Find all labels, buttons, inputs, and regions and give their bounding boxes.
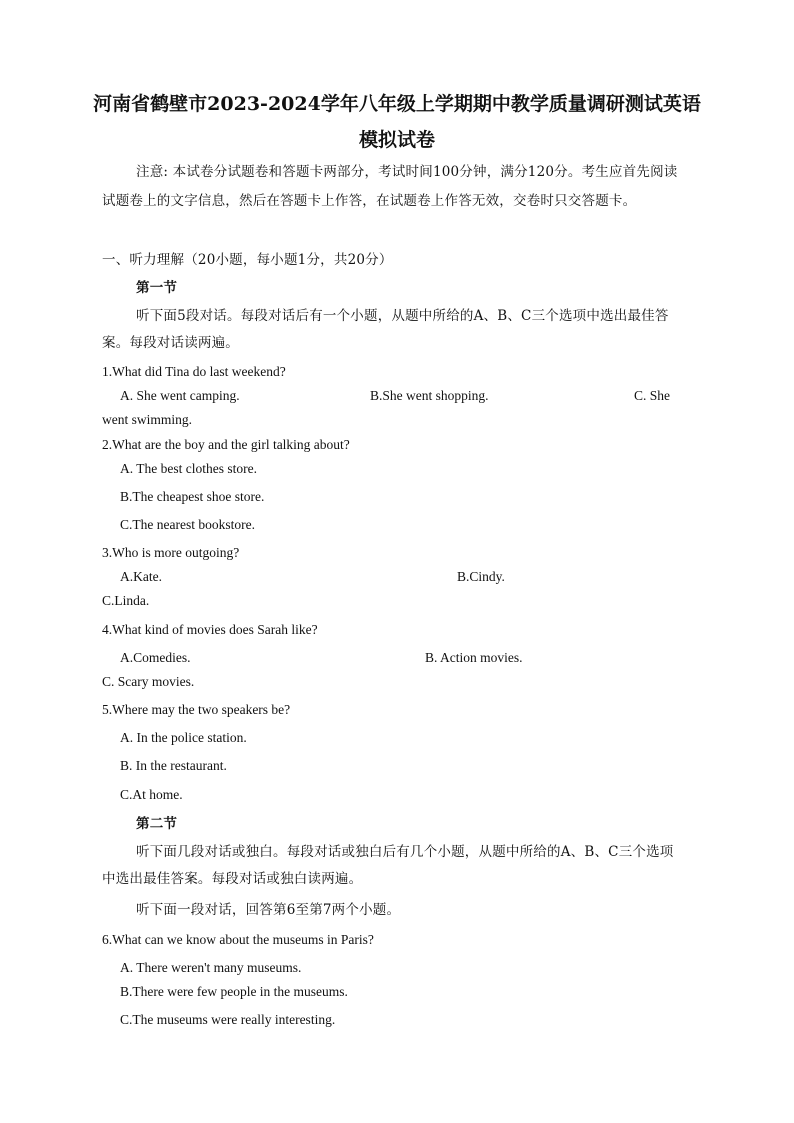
part2-instruction-line2: 中选出最佳答案。每段对话或独白读两遍。 <box>102 871 363 887</box>
question-4-option-a: A.Comedies. <box>120 650 191 665</box>
notice-line2: 试题卷上的文字信息，然后在答题卡上作答，在试题卷上作答无效，交卷时只交答题卡。 <box>102 193 637 209</box>
question-3-option-a: A.Kate. <box>120 569 162 584</box>
part1-heading: 第一节 <box>136 280 178 296</box>
question-2-option-a: A. The best clothes store. <box>120 461 257 476</box>
question-2-stem: 2.What are the boy and the girl talking about? <box>102 437 350 452</box>
question-1-option-a: A. She went camping. <box>120 388 240 403</box>
question-4-stem: 4.What kind of movies does Sarah like? <box>102 622 318 637</box>
section1-heading: 一、听力理解（20小题，每小题1分，共20分） <box>102 252 393 268</box>
question-3-option-b: B.Cindy. <box>457 569 505 584</box>
part2-heading: 第二节 <box>136 816 178 832</box>
question-1-stem: 1.What did Tina do last weekend? <box>102 364 286 379</box>
question-6-option-c: C.The museums were really interesting. <box>120 1012 336 1027</box>
part2-sub-instruction: 听下面一段对话，回答第6至第7两个小题。 <box>136 902 401 918</box>
part2-instruction-line1: 听下面几段对话或独白。每段对话或独白后有几个小题，从题中所给的A、B、C三个选项 <box>136 844 674 860</box>
question-5-option-b: B. In the restaurant. <box>120 758 227 773</box>
question-2-option-c: C.The nearest bookstore. <box>120 517 255 532</box>
exam-title-line1: 河南省鹤壁市2023-2024学年八年级上学期期中教学质量调研测试英语 <box>93 93 701 115</box>
notice-line1: 注意: 本试卷分试题卷和答题卡两部分，考试时间100分钟，满分120分。考生应首先阅读 <box>136 164 678 180</box>
question-3-option-c: C.Linda. <box>102 593 150 608</box>
question-6-option-a: A. There weren't many museums. <box>120 960 302 975</box>
part1-instruction-line1: 听下面5段对话。每段对话后有一个小题，从题中所给的A、B、C三个选项中选出最佳答 <box>136 308 669 324</box>
question-4-option-b: B. Action movies. <box>425 650 523 665</box>
question-6-option-b: B.There were few people in the museums. <box>120 984 348 999</box>
question-4-option-c: C. Scary movies. <box>102 674 195 689</box>
exam-title-line2: 模拟试卷 <box>358 129 435 151</box>
question-6-stem: 6.What can we know about the museums in Paris? <box>102 932 374 947</box>
question-1-option-b: B.She went shopping. <box>370 388 489 403</box>
question-3-stem: 3.Who is more outgoing? <box>102 545 240 560</box>
question-1-option-c-cont: went swimming. <box>102 412 192 427</box>
question-1-option-c: C. She <box>634 388 671 403</box>
question-5-option-a: A. In the police station. <box>120 730 247 745</box>
question-5-stem: 5.Where may the two speakers be? <box>102 702 291 717</box>
question-2-option-b: B.The cheapest shoe store. <box>120 489 265 504</box>
part1-instruction-line2: 案。每段对话读两遍。 <box>102 335 239 351</box>
question-5-option-c: C.At home. <box>120 787 183 802</box>
